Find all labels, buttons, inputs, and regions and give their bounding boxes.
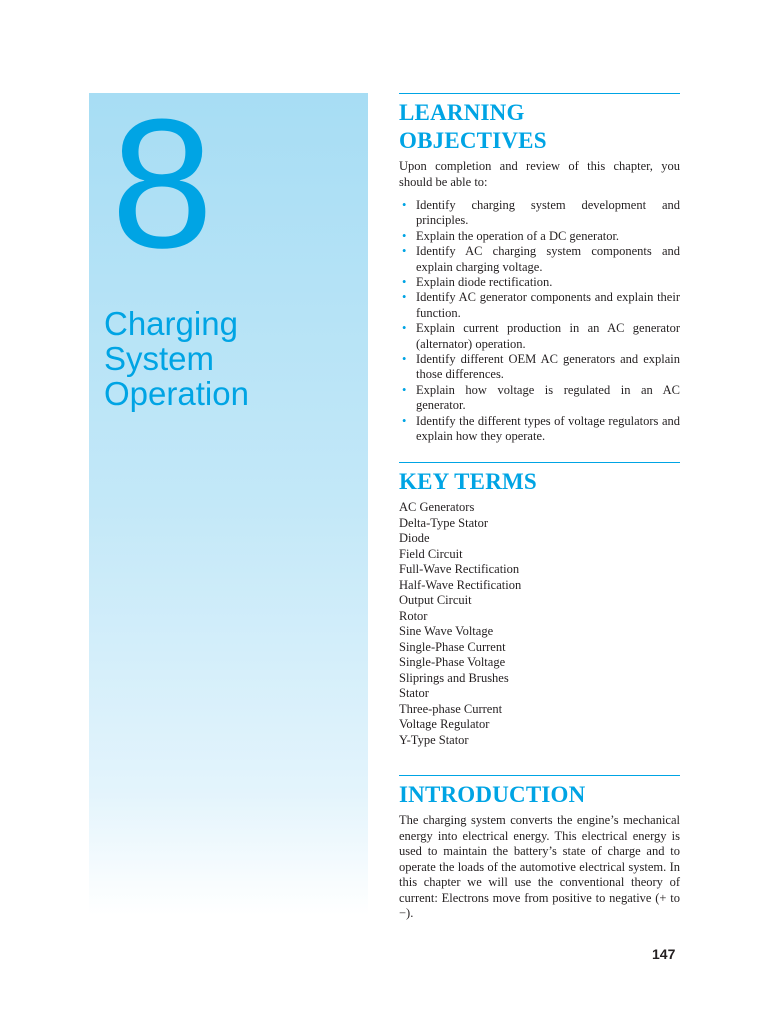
key-term: Full-Wave Rectification [399,562,520,576]
objective-item [402,321,680,352]
heading-line: OBJECTIVES [399,128,547,153]
bullet-icon: • [402,413,407,428]
key-term: Sliprings and Brushes [399,670,509,685]
introduction-section [399,775,680,922]
key-term: Sine Wave Voltage [399,624,494,638]
key-term: Y-Type Stator [399,732,469,747]
bullet-icon: • [402,290,407,305]
heading-line: LEARNING [399,100,525,125]
key-term: Voltage Regulator [399,717,490,731]
objectives-list [399,198,680,445]
section-divider [399,93,680,94]
key-term: Half-Wave Rectification [399,577,522,592]
section-divider [399,775,680,776]
objective-item [402,228,680,244]
key-term: Three-phase Current [399,701,503,716]
key-terms-heading: KEY TERMS [399,469,537,494]
key-term: Single-Phase Voltage [399,655,506,669]
chapter-number: 8 [111,80,214,286]
key-term: Stator [399,686,429,700]
objective-item [402,382,680,414]
objective-text: Explain the operation of a DC generator. [416,228,620,243]
objective-item [402,198,680,229]
bullet-icon: • [402,382,407,397]
chapter-title-line: Operation [104,375,249,412]
key-term: Single-Phase Current [399,639,506,654]
introduction-heading: INTRODUCTION [399,782,586,807]
objective-text: Explain current production in an AC generator (alternator) operation. [416,321,680,351]
objective-item [402,290,680,321]
bullet-icon: • [402,275,407,290]
objective-item [402,244,680,275]
key-term: Output Circuit [399,593,472,607]
bullet-icon: • [402,244,407,259]
objective-text: Explain diode rectification. [416,275,553,290]
bullet-icon: • [402,352,407,367]
key-term: Rotor [399,608,428,623]
chapter-title-line: Charging [104,305,238,342]
bullet-icon: • [402,321,407,336]
chapter-sidebar [89,80,368,915]
objective-text: Identify charging system development and principles. [416,198,680,228]
objective-item [402,413,680,445]
chapter-title [104,306,249,411]
objectives-intro: Upon completion and review of this chapter, you should be able to: [399,159,680,189]
key-term: Diode [399,531,430,545]
key-term: AC Generators [399,500,475,514]
key-term: Field Circuit [399,546,463,561]
objective-text: Identify AC generator components and explain their function. [416,290,680,320]
objective-text: Explain how voltage is regulated in an AC generator. [416,382,680,413]
learning-objectives-heading [399,99,680,155]
section-divider [399,462,680,463]
objective-text: Identify the different types of voltage regulators and explain how they operate. [416,413,680,444]
chapter-title-line: System [104,340,215,377]
bullet-icon: • [402,228,407,243]
key-terms-section [399,462,680,748]
objective-text: Identify different OEM AC generators and explain those differences. [416,352,680,382]
objective-item [402,352,680,383]
key-terms-list [399,500,680,748]
learning-objectives-section [399,93,680,445]
key-term: Delta-Type Stator [399,515,489,530]
introduction-text: The charging system converts the engine’s mechanical energy into electrical energy. This electrical energy is used to maintain the battery’s state of charge and to operate the loads of the automotive electrical system. In this chapter we will use the conventional theory of current: Electrons move from positive to negative (+ to −). [399,813,680,920]
objective-text: Identify AC charging system components and explain charging voltage. [416,244,680,274]
page-number: 147 [652,946,676,962]
bullet-icon: • [402,198,407,212]
objective-item [402,275,680,290]
